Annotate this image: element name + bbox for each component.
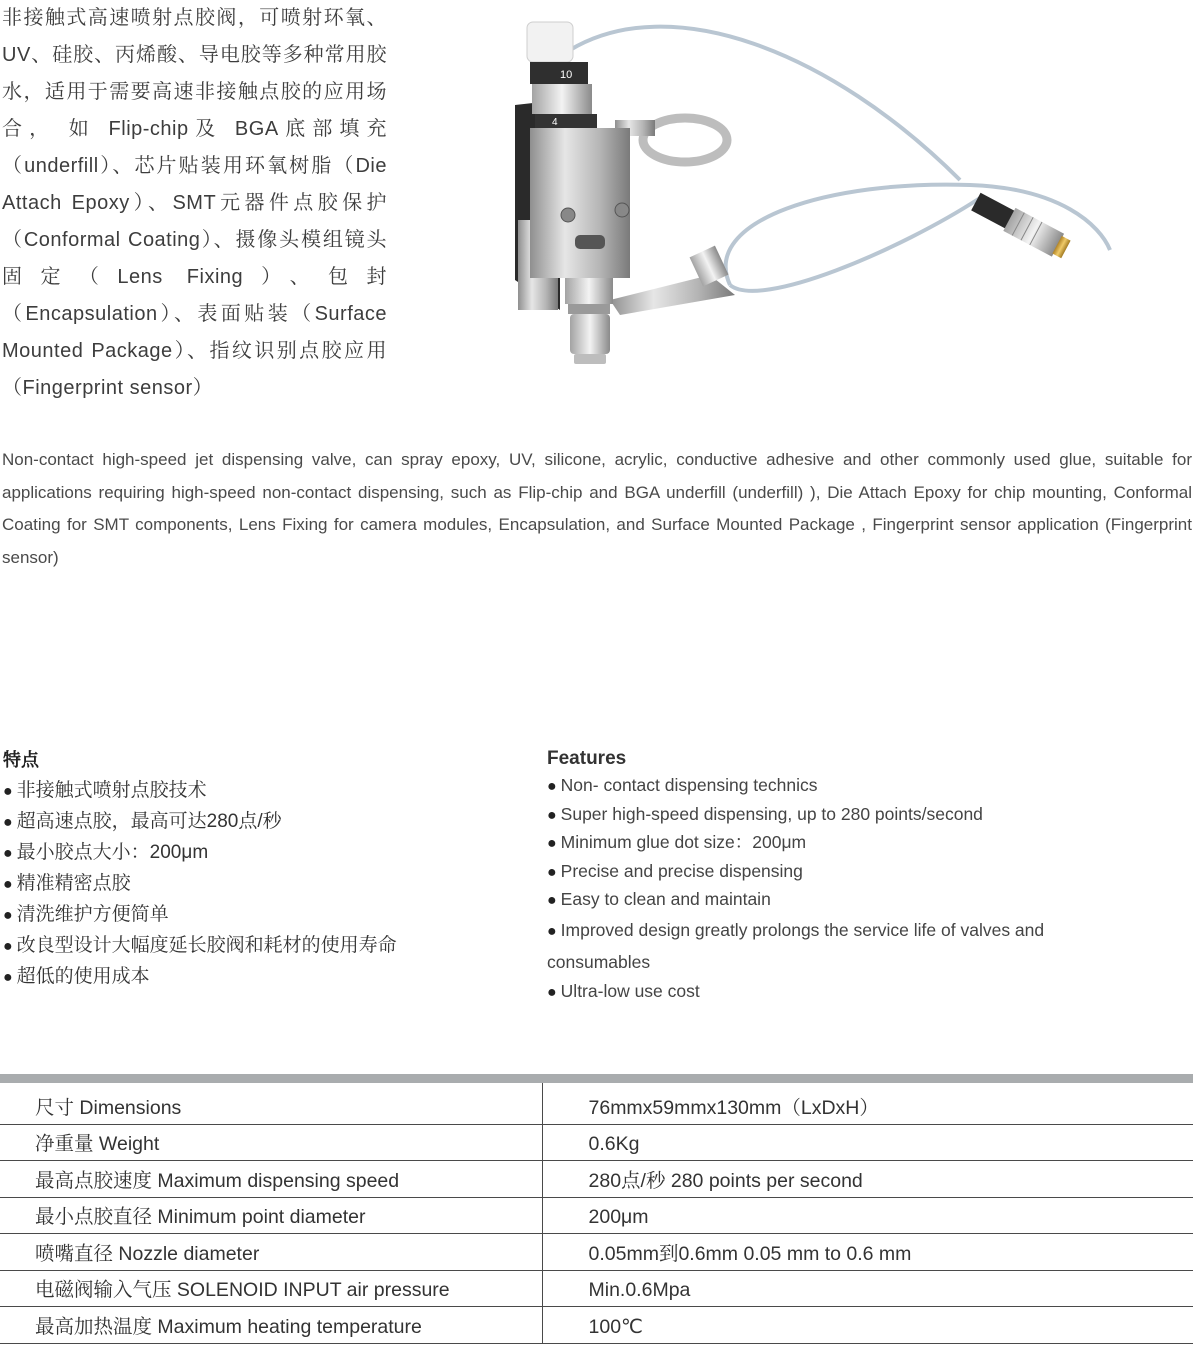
valve-body <box>530 128 630 278</box>
dial <box>530 62 588 84</box>
spec-label: 最高加热温度 Maximum heating temperature <box>0 1307 542 1344</box>
bullet-icon: ● <box>3 814 13 831</box>
spec-table <box>0 1074 1193 1344</box>
bullet-icon: ● <box>3 907 13 924</box>
nozzle <box>565 278 613 304</box>
bullet-icon: ● <box>547 922 557 940</box>
bullet-icon: ● <box>3 938 13 955</box>
list-item: ● 清洗维护方便简单 <box>3 904 169 925</box>
bullet-icon: ● <box>3 783 13 800</box>
product-photo-jet-valve <box>500 10 1140 370</box>
bullet-icon: ● <box>547 806 557 824</box>
table-top-rule <box>0 1074 1193 1083</box>
list-item: ● 精准精密点胶 <box>3 873 131 894</box>
spec-label: 最小点胶直径 Minimum point diameter <box>0 1197 542 1234</box>
table-row <box>0 1083 1193 1124</box>
list-item: ● 超高速点胶，最高可达280点/秒 <box>3 811 282 832</box>
list-item: ● Super high-speed dispensing, up to 280 points/second <box>547 803 983 824</box>
list-item: ● 超低的使用成本 <box>3 966 150 987</box>
bullet-icon: ● <box>547 835 557 852</box>
spec-value: 280点/秒 280 points per second <box>542 1161 1193 1198</box>
dial-number: 4 <box>552 117 558 128</box>
list-item: ● Improved design greatly prolongs the service life of valves and consumables <box>547 919 1045 972</box>
list-item: ● 非接触式喷射点胶技术 <box>3 780 207 801</box>
bullet-icon: ● <box>3 845 13 862</box>
bullet-icon: ● <box>3 876 13 893</box>
spec-label: 电磁阀输入气压 SOLENOID INPUT air pressure <box>0 1270 542 1307</box>
features-heading-cn: 特点 <box>3 750 39 770</box>
list-item: ● Precise and precise dispensing <box>547 860 803 881</box>
list-item: ● 最小胶点大小：200μm <box>3 842 209 863</box>
list-item: ● Easy to clean and maintain <box>547 889 771 909</box>
list-item: ● Ultra-low use cost <box>547 980 700 1001</box>
spec-value: 0.05mm到0.6mm 0.05 mm to 0.6 mm <box>542 1234 1193 1271</box>
table-row <box>0 1307 1193 1344</box>
table-row <box>0 1234 1193 1271</box>
features-heading-en: Features <box>547 748 627 769</box>
spec-value: Min.0.6Mpa <box>542 1270 1193 1307</box>
bullet-icon: ● <box>547 778 557 795</box>
list-item: ● Minimum glue dot size：200μm <box>547 832 807 852</box>
spec-value: 0.6Kg <box>542 1124 1193 1161</box>
spec-label: 尺寸 Dimensions <box>0 1083 542 1124</box>
bullet-icon: ● <box>547 892 557 909</box>
table-row <box>0 1197 1193 1234</box>
spec-value: 100℃ <box>542 1307 1193 1344</box>
table-row <box>0 1161 1193 1198</box>
dial-number: 10 <box>560 69 573 81</box>
bullet-icon: ● <box>547 983 557 1001</box>
spec-label: 净重量 Weight <box>0 1124 542 1161</box>
ring-clamp <box>643 118 727 162</box>
list-item: ● Non- contact dispensing technics <box>547 775 818 795</box>
bullet-icon: ● <box>547 863 557 881</box>
table-row <box>0 1124 1193 1161</box>
features-chinese <box>3 746 523 993</box>
knob <box>527 22 573 62</box>
description-chinese: 非接触式高速喷射点胶阀，可喷射环氧、UV、硅胶、丙烯酸、导电胶等多种常用胶水，适用于需要高速非接触点胶的应用场合， 如 Flip-chip及 BGA底部填充（underfill）、芯片贴装用环氧树脂（Die Attach Epoxy）、SMT元器件点胶保护（Conformal Coating）、摄像头模组镜头固定（Lens Fixing）、包封（Encapsulation）、表面贴装（Surface Mounted Package）、指纹识别点胶应用（Fingerprint sensor） <box>2 7 387 399</box>
table-row <box>0 1270 1193 1307</box>
side-bracket <box>610 275 735 315</box>
spec-label: 喷嘴直径 Nozzle diameter <box>0 1234 542 1271</box>
bullet-icon: ● <box>3 969 13 986</box>
list-item: ● 改良型设计大幅度延长胶阀和耗材的使用寿命 <box>3 935 397 956</box>
features-english <box>547 746 1147 1006</box>
spec-value: 76mmx59mmx130mm（LxDxH） <box>542 1083 1193 1124</box>
spec-value: 200μm <box>542 1197 1193 1234</box>
description-english: Non-contact high-speed jet dispensing valve, can spray epoxy, UV, silicone, acrylic, conductive adhesive and other commonly used glue, suitable for applications requiring high-speed non-contact dispensing, such as Flip-chip and BGA underfill (underfill) ), Die Attach Epoxy for chip mounting, Conformal Coating for SMT components, Lens Fixing for camera modules, Encapsulation, and Surface Mounted Package , Fingerprint sensor application (Fingerprint sensor) <box>2 450 1192 567</box>
spec-label: 最高点胶速度 Maximum dispensing speed <box>0 1161 542 1198</box>
